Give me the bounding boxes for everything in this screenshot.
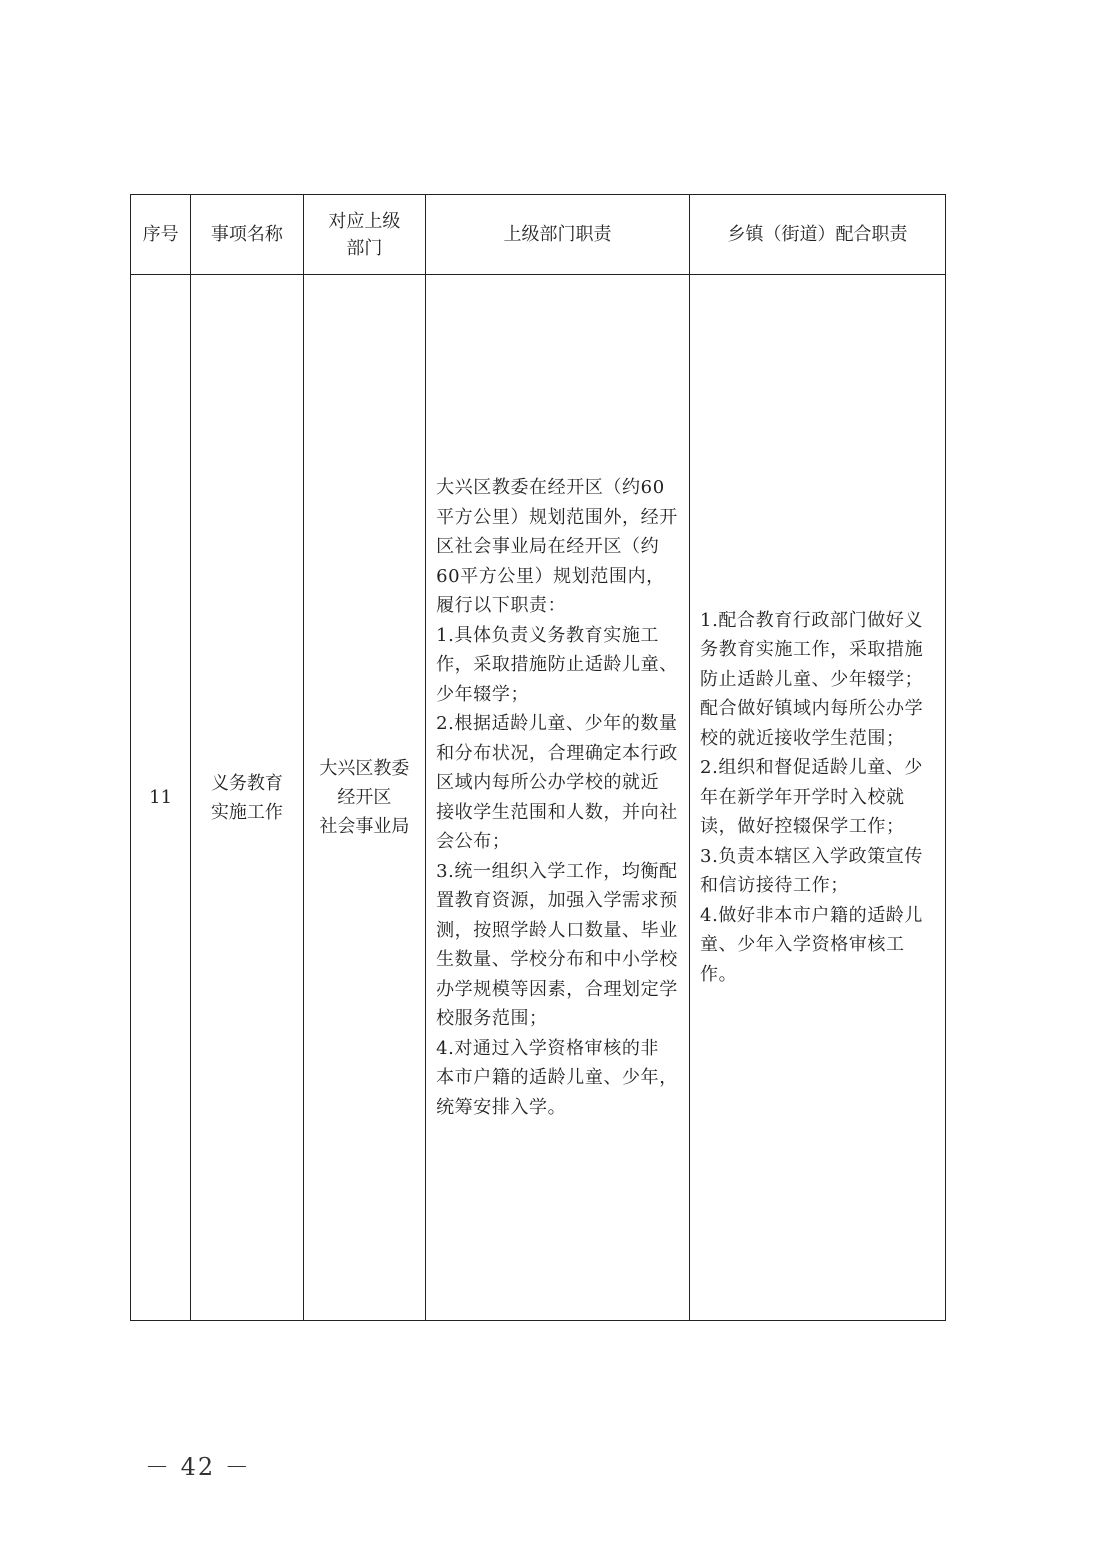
duty-line: 童、少年入学资格审核工作。 [700,934,905,985]
dept-line: 经开区 [337,787,392,808]
cell-serial-number: 11 [131,275,191,1321]
duty-line: 防止适龄儿童、少年辍学； [700,668,924,690]
header-dept-line-2: 部门 [346,237,383,259]
duty-line: 区域内每所公办学校的就近 [436,772,660,793]
cell-item-name [191,275,303,1321]
duty-line: 1.具体负责义务教育实施工 [436,624,660,646]
duty-line: 和信访接待工作； [700,875,849,897]
dept-line: 大兴区教委 [319,758,410,779]
duty-line: 生数量、学校分布和中小学校 [436,949,678,970]
item-name-line: 义务教育 [210,772,283,794]
duty-line: 本市户籍的适龄儿童、少年， [436,1067,678,1088]
cell-corresponding-dept [303,275,425,1321]
duty-line: 办学规模等因素，合理划定学 [436,978,678,1000]
duty-line: 2.组织和督促适龄儿童、少 [700,757,924,779]
header-upper-dept-duties: 上级部门职责 [426,195,690,275]
duty-line: 1.配合教育行政部门做好义 [700,609,924,631]
duty-line: 60平方公里）规划范围内， [436,565,665,587]
duty-line: 校服务范围； [436,1008,548,1029]
duty-line: 和分布状况，合理确定本行政 [436,742,678,764]
duty-line: 3.负责本辖区入学政策宣传 [700,845,924,867]
duty-line: 统筹安排入学。 [436,1096,567,1118]
item-name-line: 实施工作 [210,801,283,823]
header-town-duties: 乡镇（街道）配合职责 [690,195,946,275]
cell-town-duties [690,275,946,1321]
duty-line: 4.对通过入学资格审核的非 [436,1037,660,1059]
table-row [131,275,946,1321]
duty-line: 置教育资源，加强入学需求预 [436,890,678,911]
duty-line: 区社会事业局在经开区（约 [436,536,660,557]
duty-line: 接收学生范围和人数，并向社 [436,801,678,823]
duty-line: 平方公里）规划范围外，经开 [436,506,678,528]
page-number: － 42 － [145,1453,251,1481]
cell-upper-dept-duties [426,275,690,1321]
duty-line: 2.根据适龄儿童、少年的数量 [436,713,678,734]
duty-line: 履行以下职责： [436,595,567,616]
header-serial-number: 序号 [131,195,191,275]
header-dept-line-1: 对应上级 [328,210,401,232]
duty-line: 4.做好非本市户籍的适龄儿 [700,904,924,926]
duty-line: 测，按照学龄人口数量、毕业 [436,919,678,941]
duty-line: 年在新学年开学时入校就 [700,786,905,808]
duty-line: 校的就近接收学生范围； [700,727,905,749]
duty-line: 会公布； [436,831,511,852]
duty-line: 大兴区教委在经开区（约60 [436,477,665,498]
dept-line: 社会事业局 [319,816,410,837]
duty-line: 作，采取措施防止适龄儿童、 [436,654,678,675]
duty-line: 读，做好控辍保学工作； [700,816,905,838]
table-header-row [131,195,946,275]
duty-line: 务教育实施工作，采取措施 [700,639,924,661]
header-corresponding-dept [303,195,425,275]
responsibility-table [130,194,946,1321]
header-item-name: 事项名称 [191,195,303,275]
duty-line: 配合做好镇域内每所公办学 [700,698,924,720]
duty-line: 3.统一组织入学工作，均衡配 [436,860,678,882]
duty-line: 少年辍学； [436,683,530,705]
